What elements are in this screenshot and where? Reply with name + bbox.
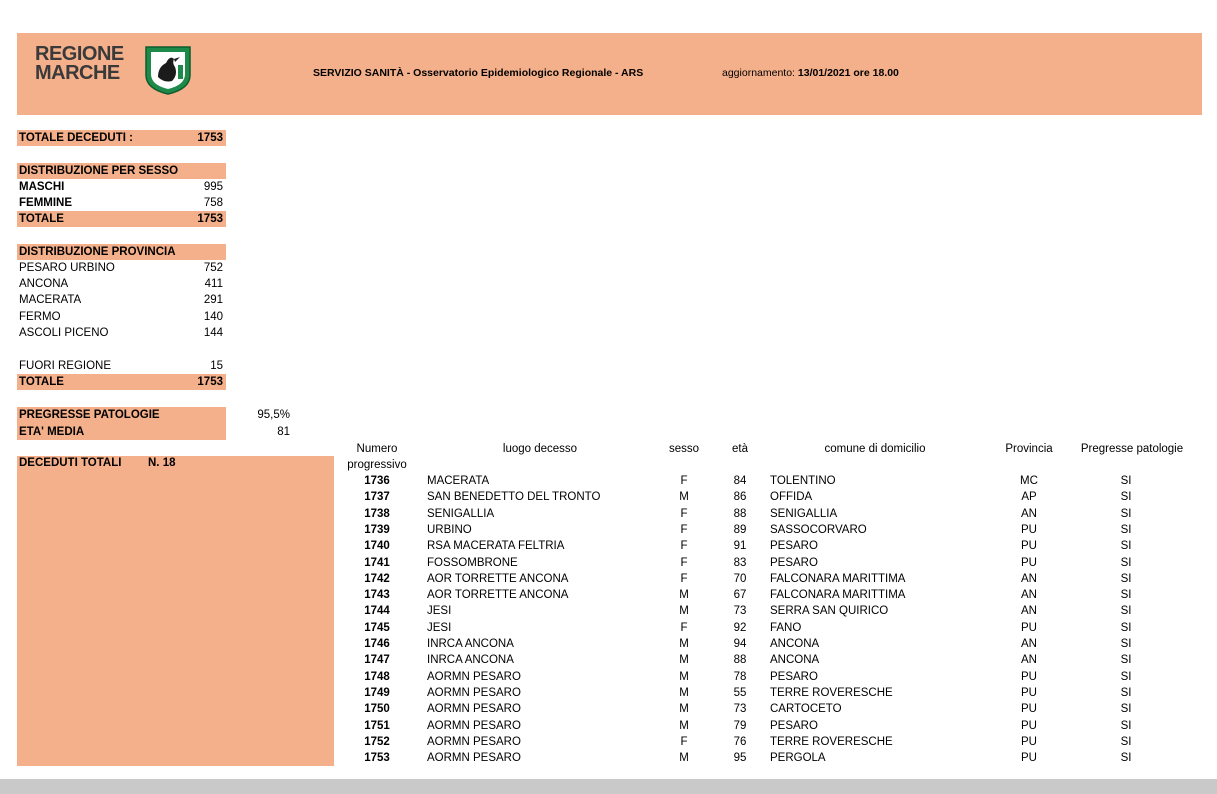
cell-eta: 83 xyxy=(733,556,747,569)
cell-numero: 1746 xyxy=(364,638,390,650)
sesso-femmine-label: FEMMINE xyxy=(19,197,73,209)
cell-sesso: F xyxy=(680,507,688,520)
cell-comune: PERGOLA xyxy=(770,752,826,765)
cell-sesso: M xyxy=(679,491,689,504)
cell-provincia: PU xyxy=(1021,540,1037,553)
cell-numero: 1741 xyxy=(364,556,390,569)
sesso-maschi-label: MASCHI xyxy=(19,181,65,193)
cell-luogo: AOR TORRETTE ANCONA xyxy=(427,589,569,602)
cell-patologie: SI xyxy=(1120,605,1132,618)
cell-numero: 1742 xyxy=(364,572,390,585)
cell-numero: 1737 xyxy=(364,491,390,504)
cell-patologie: SI xyxy=(1120,670,1132,683)
cell-eta: 78 xyxy=(733,670,747,683)
cell-numero: 1740 xyxy=(364,540,390,553)
cell-comune: ANCONA xyxy=(770,638,820,650)
cell-eta: 94 xyxy=(733,638,747,650)
cell-luogo: AORMN PESARO xyxy=(427,686,521,699)
provincia-value: 291 xyxy=(203,294,223,306)
cell-eta: 86 xyxy=(733,491,747,504)
cell-provincia: AP xyxy=(1021,491,1037,504)
cell-patologie: SI xyxy=(1120,507,1132,520)
cell-luogo: INRCA ANCONA xyxy=(427,638,514,650)
cell-numero: 1752 xyxy=(364,735,390,748)
sesso-maschi-value: 995 xyxy=(203,181,223,193)
cell-comune: CARTOCETO xyxy=(770,703,842,716)
cell-eta: 88 xyxy=(733,654,747,667)
cell-eta: 89 xyxy=(733,523,747,536)
cell-provincia: AN xyxy=(1021,605,1037,618)
provincia-total-label: TOTALE xyxy=(19,376,64,388)
cell-eta: 84 xyxy=(733,475,747,487)
provincia-total-value: 1753 xyxy=(197,376,223,388)
cell-patologie: SI xyxy=(1120,703,1132,716)
cell-eta: 70 xyxy=(733,572,747,585)
patologie-value: 95,5% xyxy=(257,409,290,421)
update-value: 13/01/2021 ore 18.00 xyxy=(797,67,899,79)
cell-comune: PESARO xyxy=(770,556,818,569)
cell-comune: OFFIDA xyxy=(770,491,813,504)
cell-eta: 55 xyxy=(733,686,747,699)
cell-comune: FALCONARA MARITTIMA xyxy=(770,589,906,602)
cell-patologie: SI xyxy=(1120,621,1132,634)
patologie-label: PREGRESSE PATOLOGIE xyxy=(19,409,160,421)
eta-media-value: 81 xyxy=(277,426,290,438)
cell-comune: SENIGALLIA xyxy=(770,507,838,520)
cell-numero: 1747 xyxy=(364,654,390,667)
cell-patologie: SI xyxy=(1120,589,1132,602)
logo-line2: MARCHE xyxy=(35,62,120,84)
cell-provincia: PU xyxy=(1021,621,1037,634)
deceduti-totali-label: DECEDUTI TOTALI xyxy=(19,457,122,469)
cell-provincia: PU xyxy=(1021,752,1037,765)
cell-provincia: AN xyxy=(1021,589,1037,602)
cell-numero: 1738 xyxy=(364,507,390,520)
cell-luogo: AORMN PESARO xyxy=(427,752,521,765)
provincia-label: ANCONA xyxy=(19,278,69,290)
cell-luogo: JESI xyxy=(427,605,452,618)
cell-patologie: SI xyxy=(1120,735,1132,748)
cell-eta: 88 xyxy=(733,507,747,520)
provincia-label: PESARO URBINO xyxy=(19,262,115,274)
cell-patologie: SI xyxy=(1120,572,1132,585)
header-provincia: Provincia xyxy=(1005,443,1053,455)
cell-patologie: SI xyxy=(1120,654,1132,667)
header-eta: età xyxy=(732,443,748,455)
page-header xyxy=(17,33,1202,115)
cell-provincia: PU xyxy=(1021,719,1037,732)
cell-provincia: AN xyxy=(1021,572,1037,585)
cell-patologie: SI xyxy=(1120,475,1132,487)
header-numero: Numero progressivo xyxy=(347,443,407,471)
service-title: SERVIZIO SANITÀ - Osservatorio Epidemiologico Regionale - ARS xyxy=(313,67,644,79)
cell-comune: TOLENTINO xyxy=(770,475,836,487)
cell-eta: 67 xyxy=(733,589,747,602)
cell-sesso: F xyxy=(680,572,688,585)
cell-eta: 79 xyxy=(733,719,747,732)
cell-luogo: MACERATA xyxy=(427,475,490,487)
cell-sesso: M xyxy=(679,638,689,650)
header-sesso: sesso xyxy=(668,443,700,455)
cell-sesso: M xyxy=(679,703,689,716)
cell-provincia: MC xyxy=(1020,475,1038,487)
cell-sesso: M xyxy=(679,686,689,699)
totale-deceduti-label: TOTALE DECEDUTI : xyxy=(19,132,133,144)
cell-luogo: AOR TORRETTE ANCONA xyxy=(427,572,569,585)
totale-deceduti-value: 1753 xyxy=(197,132,223,144)
cell-provincia: AN xyxy=(1021,638,1037,650)
sesso-title: DISTRIBUZIONE PER SESSO xyxy=(19,165,179,177)
cell-patologie: SI xyxy=(1120,556,1132,569)
cell-comune: SASSOCORVARO xyxy=(770,523,867,536)
cell-sesso: M xyxy=(679,752,689,765)
cell-patologie: SI xyxy=(1120,752,1132,765)
fuori-regione-value: 15 xyxy=(210,360,223,372)
cell-sesso: M xyxy=(679,589,689,602)
cell-sesso: F xyxy=(680,475,688,487)
logo-line1: REGIONE xyxy=(35,43,124,65)
cell-comune: FALCONARA MARITTIMA xyxy=(770,572,906,585)
cell-eta: 92 xyxy=(733,621,747,634)
cell-luogo: AORMN PESARO xyxy=(427,735,521,748)
cell-patologie: SI xyxy=(1120,638,1132,650)
cell-numero: 1753 xyxy=(364,752,390,765)
cell-numero: 1736 xyxy=(364,475,390,487)
provincia-value: 144 xyxy=(203,327,223,339)
cell-numero: 1749 xyxy=(364,686,390,699)
deceduti-totali-panel xyxy=(17,456,334,766)
provincia-title: DISTRIBUZIONE PROVINCIA xyxy=(19,246,176,258)
cell-eta: 73 xyxy=(733,703,747,716)
header-comune: comune di domicilio xyxy=(824,443,926,455)
cell-comune: ANCONA xyxy=(770,654,820,667)
header-patologie: Pregresse patologie xyxy=(1080,443,1184,455)
cell-patologie: SI xyxy=(1120,686,1132,699)
update-info xyxy=(722,67,899,79)
provincia-value: 140 xyxy=(203,311,223,323)
cell-sesso: F xyxy=(680,735,688,748)
cell-eta: 95 xyxy=(733,752,747,765)
cell-sesso: F xyxy=(680,540,688,553)
provincia-value: 752 xyxy=(203,262,223,274)
cell-eta: 76 xyxy=(733,735,747,748)
provincia-label: FERMO xyxy=(19,311,61,323)
cell-luogo: URBINO xyxy=(427,523,472,536)
cell-provincia: PU xyxy=(1021,686,1037,699)
cell-patologie: SI xyxy=(1120,540,1132,553)
cell-luogo: SAN BENEDETTO DEL TRONTO xyxy=(427,491,601,504)
cell-provincia: PU xyxy=(1021,703,1037,716)
cell-numero: 1739 xyxy=(364,523,390,536)
cell-eta: 73 xyxy=(733,605,747,618)
cell-numero: 1745 xyxy=(364,621,390,634)
cell-numero: 1751 xyxy=(364,719,390,732)
header-luogo: luogo decesso xyxy=(502,443,578,455)
cell-sesso: F xyxy=(680,621,688,634)
cell-provincia: PU xyxy=(1021,735,1037,748)
cell-provincia: AN xyxy=(1021,654,1037,667)
cell-sesso: M xyxy=(679,654,689,667)
cell-luogo: RSA MACERATA FELTRIA xyxy=(427,540,565,553)
update-label: aggiornamento: xyxy=(722,67,795,79)
provincia-label: ASCOLI PICENO xyxy=(19,327,109,339)
cell-provincia: PU xyxy=(1021,523,1037,536)
cell-comune: TERRE ROVERESCHE xyxy=(770,735,893,748)
cell-sesso: F xyxy=(680,556,688,569)
cell-provincia: PU xyxy=(1021,670,1037,683)
cell-comune: SERRA SAN QUIRICO xyxy=(770,605,889,618)
cell-luogo: FOSSOMBRONE xyxy=(427,556,518,569)
cell-luogo: SENIGALLIA xyxy=(427,507,495,520)
regione-shield-icon xyxy=(144,45,192,95)
cell-comune: PESARO xyxy=(770,719,818,732)
cell-sesso: M xyxy=(679,605,689,618)
cell-luogo: AORMN PESARO xyxy=(427,719,521,732)
fuori-regione-label: FUORI REGIONE xyxy=(19,360,112,372)
cell-numero: 1748 xyxy=(364,670,390,683)
cell-comune: PESARO xyxy=(770,540,818,553)
deceduti-totali-count: N. 18 xyxy=(148,457,176,469)
sesso-total-label: TOTALE xyxy=(19,213,64,225)
sesso-total-value: 1753 xyxy=(197,213,223,225)
cell-sesso: M xyxy=(679,670,689,683)
cell-patologie: SI xyxy=(1120,523,1132,536)
cell-patologie: SI xyxy=(1120,491,1132,504)
cell-comune: PESARO xyxy=(770,670,818,683)
cell-sesso: F xyxy=(680,523,688,536)
cell-luogo: AORMN PESARO xyxy=(427,703,521,716)
provincia-value: 411 xyxy=(204,278,223,290)
cell-luogo: INRCA ANCONA xyxy=(427,654,514,667)
cell-numero: 1744 xyxy=(364,605,390,618)
eta-media-label: ETA' MEDIA xyxy=(19,426,85,438)
cell-numero: 1750 xyxy=(364,703,390,716)
cell-eta: 91 xyxy=(733,540,747,553)
cell-provincia: AN xyxy=(1021,507,1037,520)
cell-comune: FANO xyxy=(770,621,802,634)
sesso-femmine-value: 758 xyxy=(203,197,223,209)
cell-comune: TERRE ROVERESCHE xyxy=(770,686,893,699)
cell-provincia: PU xyxy=(1021,556,1037,569)
cell-luogo: AORMN PESARO xyxy=(427,670,521,683)
cell-patologie: SI xyxy=(1120,719,1132,732)
footer-bar xyxy=(0,779,1217,794)
cell-luogo: JESI xyxy=(427,621,452,634)
cell-sesso: M xyxy=(679,719,689,732)
regione-marche-logo xyxy=(35,45,195,97)
provincia-label: MACERATA xyxy=(19,294,82,306)
cell-numero: 1743 xyxy=(364,589,390,602)
